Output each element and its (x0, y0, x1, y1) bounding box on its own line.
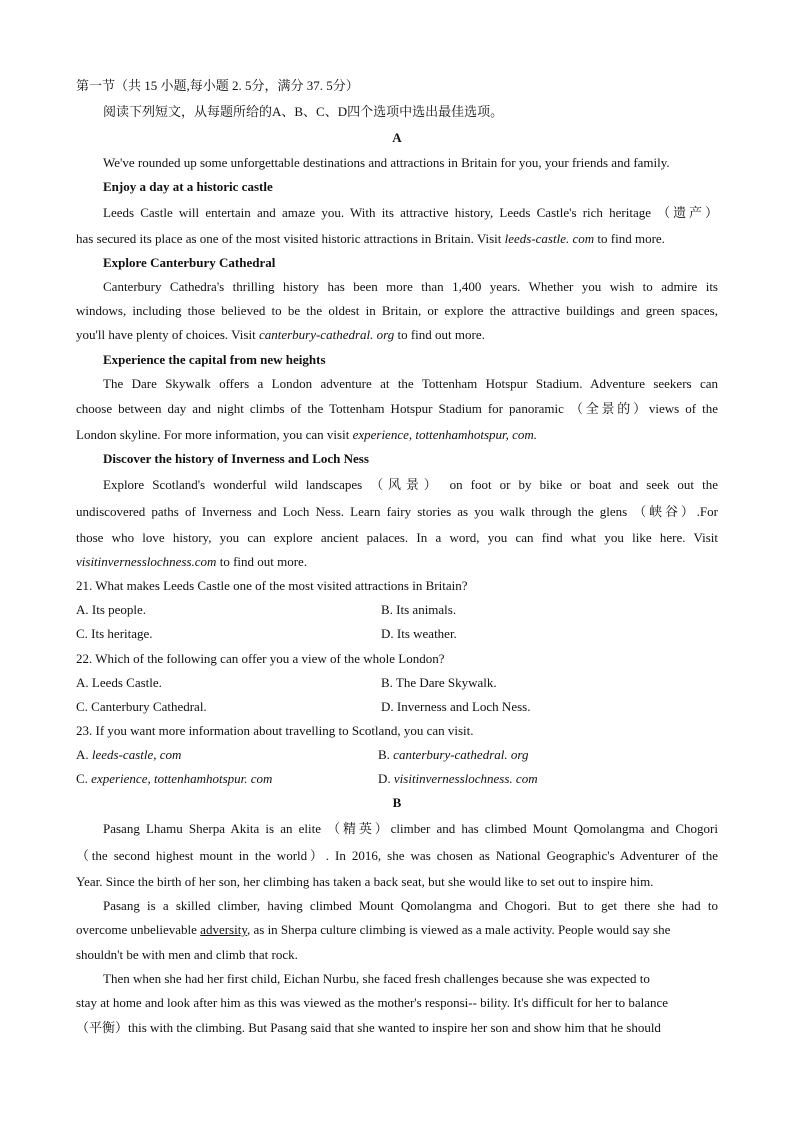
inverness-url: visitinvernesslochness.com (76, 554, 217, 569)
canterbury-url: canterbury-cathedral. org (258, 327, 395, 342)
passage-b-line-9: （平衡）this with the climbing. But Pasang said that she wanted to inspire her son and show him that he should (76, 1020, 661, 1035)
q21-option-d: D. Its weather. (381, 626, 457, 641)
passage-b-line-4: Pasang is a skilled climber, having climbed Mount Qomolangma and Chogori. But to get there she had to (103, 898, 718, 913)
passage-b-line-3: Year. Since the birth of her son, her climbing has taken a back seat, but she would like to set out to inspire him. (76, 874, 654, 889)
passage-a-intro: We've rounded up some unforgettable destinations and attractions in Britain for you, your friends and family. (103, 155, 670, 170)
q21-option-c: C. Its heritage. (76, 626, 153, 641)
q23-option-c: C. experience, tottenhamhotspur. com (76, 771, 273, 786)
q22-option-c: C. Canterbury Cathedral. (76, 699, 207, 714)
passage-b-line-2: （the second highest mount in the world）. In 2016, she was chosen as National Geographic's Adventurer of the (76, 848, 718, 863)
q22-option-a: A. Leeds Castle. (76, 675, 162, 690)
canterbury-para-line-3: you'll have plenty of choices. Visit canterbury-cathedral. org to find out more. (76, 327, 485, 342)
inverness-para-line-2: undiscovered paths of Inverness and Loch Ness. Learn fairy stories as you walk through the glens （峡谷）.For (76, 504, 718, 519)
q23-option-b: B. canterbury-cathedral. org (378, 747, 529, 762)
q23-option-a: A. leeds-castle, com (76, 747, 182, 762)
instruction-text: 阅读下列短文，从每题所给的A、B、C、D四个选项中选出最佳选项。 (103, 104, 504, 119)
inverness-para-line-3: those who love history, you can explore ancient palaces. In a word, you can find what you like here. Visit (76, 530, 718, 545)
question-23-stem: 23. If you want more information about travelling to Scotland, you can visit. (76, 723, 474, 738)
section-header: 第一节（共 15 小题,每小题 2. 5分，满分 37. 5分） (76, 78, 359, 93)
q21-option-b: B. Its animals. (381, 602, 457, 617)
q23-option-d: D. visitinvernesslochness. com (378, 771, 538, 786)
skywalk-para-line-3: London skyline. For more information, you can visit experience, tottenhamhotspur, com. (76, 427, 538, 442)
heading-canterbury: Explore Canterbury Cathedral (103, 255, 276, 270)
canterbury-para-line-1: Canterbury Cathedra's thrilling history has been more than 1,400 years. Whether you wish to admire its (103, 279, 718, 294)
underlined-word-adversity: adversity (200, 922, 247, 937)
heading-skywalk: Experience the capital from new heights (103, 352, 326, 367)
passage-b-line-8: stay at home and look after him as this was viewed as the mother's responsi-- bility. It's difficult for her to balance (76, 995, 669, 1010)
leeds-para-line-1: Leeds Castle will entertain and amaze you. With its attractive history, Leeds Castle's rich heritage （遗产） (103, 205, 718, 220)
skywalk-url: experience, tottenhamhotspur, com. (352, 427, 538, 442)
heading-inverness: Discover the history of Inverness and Loch Ness (103, 451, 369, 466)
passage-b-line-7: Then when she had her first child, Eichan Nurbu, she faced fresh challenges because she was expected to (103, 971, 650, 986)
heading-leeds-castle: Enjoy a day at a historic castle (103, 179, 273, 194)
inverness-para-line-1: Explore Scotland's wonderful wild landscapes （风景） on foot or by bike or boat and seek out the (103, 477, 718, 492)
q22-option-b: B. The Dare Skywalk. (381, 675, 497, 690)
q22-option-d: D. Inverness and Loch Ness. (381, 699, 531, 714)
leeds-url: leeds-castle. com (504, 231, 595, 246)
question-21-stem: 21. What makes Leeds Castle one of the most visited attractions in Britain? (76, 578, 468, 593)
leeds-para-line-2: has secured its place as one of the most visited historic attractions in Britain. Visit leeds-castle. com to find more. (76, 231, 665, 246)
q21-option-a: A. Its people. (76, 602, 147, 617)
question-22-stem: 22. Which of the following can offer you a view of the whole London? (76, 651, 445, 666)
skywalk-para-line-2: choose between day and night climbs of the Tottenham Hotspur Stadium for panoramic （全景的）views of the (76, 401, 718, 416)
inverness-para-line-4: visitinvernesslochness.com to find out more. (76, 554, 308, 569)
passage-b-line-5: overcome unbelievable adversity, as in Sherpa culture climbing is viewed as a male activity. People would say she (76, 922, 671, 937)
canterbury-para-line-2: windows, including those believed to be the oldest in Britain, or explore the attractive buildings and green spaces, (76, 303, 718, 318)
passage-b-line-6: shouldn't be with men and climb that rock. (76, 947, 298, 962)
passage-b-letter: B (392, 795, 402, 810)
passage-b-line-1: Pasang Lhamu Sherpa Akita is an elite （精英）climber and has climbed Mount Qomolangma and Chogori (103, 821, 718, 836)
passage-a-letter: A (392, 130, 402, 145)
skywalk-para-line-1: The Dare Skywalk offers a London adventure at the Tottenham Hotspur Stadium. Adventure seekers can (103, 376, 718, 391)
